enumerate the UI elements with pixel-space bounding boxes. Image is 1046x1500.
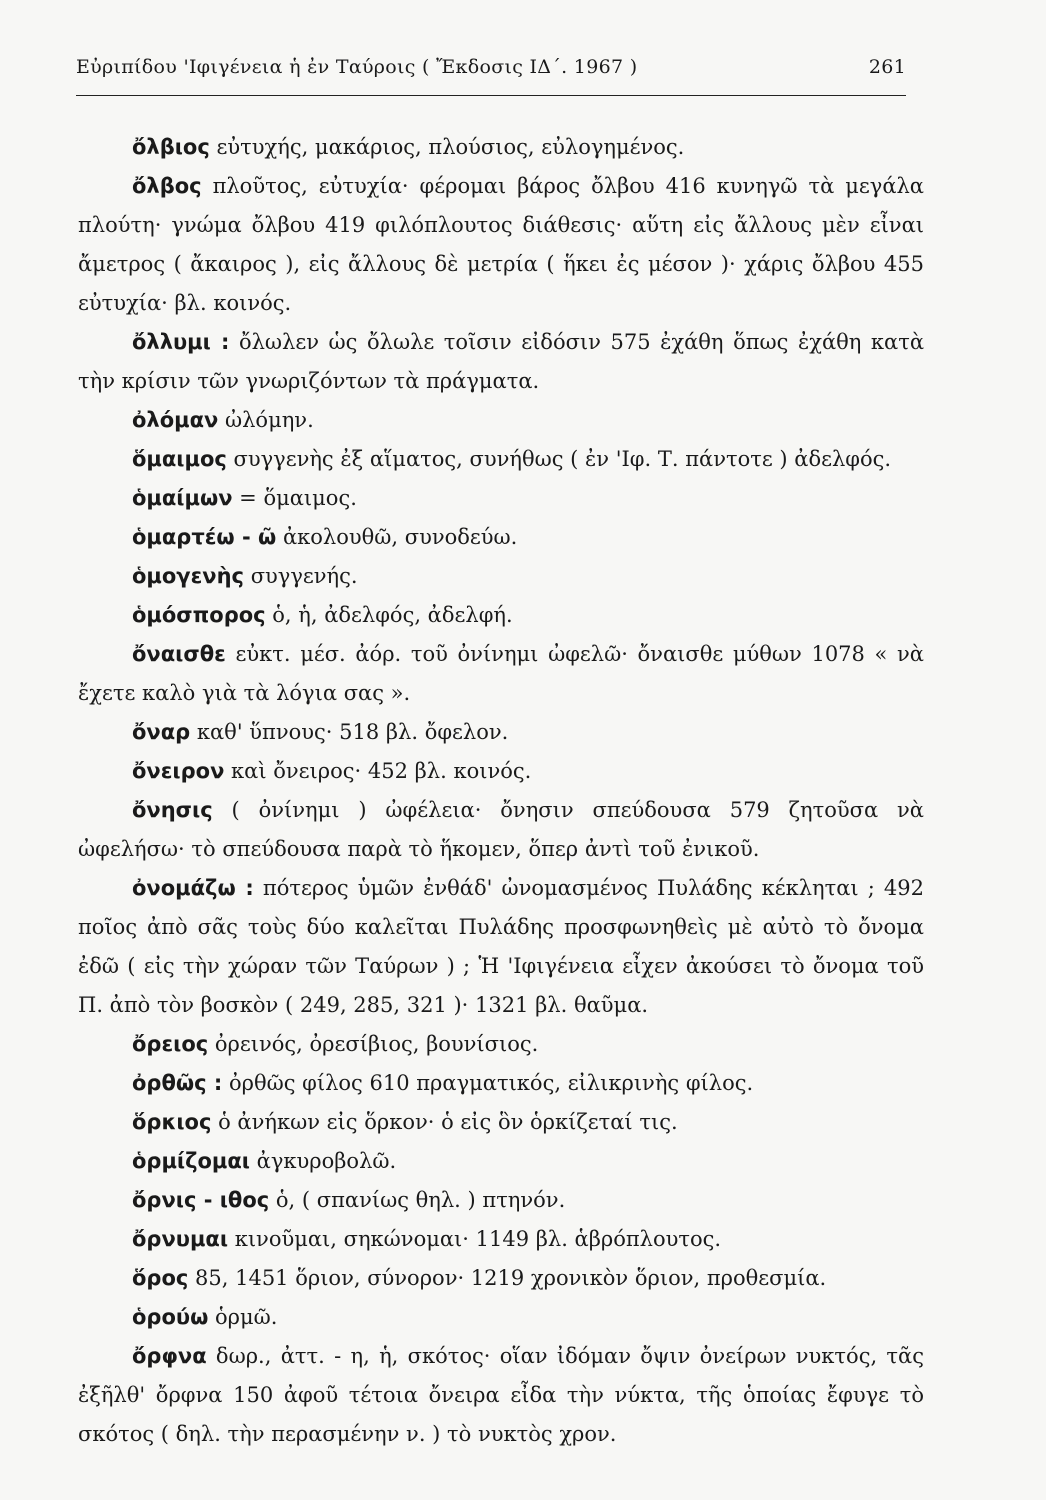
dictionary-entry <box>78 791 924 869</box>
dictionary-entry <box>78 1337 924 1454</box>
entry-lemma: ὄνειρον <box>132 759 225 783</box>
header-rule <box>76 95 906 96</box>
entry-list <box>78 128 924 1454</box>
dictionary-entry <box>78 1181 924 1220</box>
dictionary-entry <box>78 1025 924 1064</box>
entry-lemma: ὀνομάζω : <box>132 876 254 900</box>
dictionary-entry <box>78 1142 924 1181</box>
entry-definition: πότερος ὑμῶν ἐνθάδ' ὠνομασμένος Πυλάδης κέκληται ; 492 ποῖος ἀπὸ σᾶς τοὺς δύο καλεῖται Πυλάδης προσφωνηθεὶς μὲ αὐτὸ τὸ ὄνομα ἐδῶ ( εἰς τὴν χώραν τῶν Ταύρων ) ; Ἡ 'Ιφιγένεια εἶχεν ἀκούσει τὸ ὄνομα τοῦ Π. ἀπὸ τὸν βοσκὸν ( 249, 285, 321 )· 1321 βλ. θαῦμα. <box>78 876 924 1017</box>
dictionary-entry <box>78 518 924 557</box>
dictionary-entry <box>78 713 924 752</box>
dictionary-entry <box>78 128 924 167</box>
entry-definition: καθ' ὕπνους· 518 βλ. ὄφελον. <box>190 720 509 744</box>
entry-definition: κινοῦμαι, σηκώνομαι· 1149 βλ. ἁβρόπλουτος. <box>228 1227 722 1251</box>
dictionary-entry <box>78 440 924 479</box>
dictionary-entry <box>78 635 924 713</box>
entry-lemma: ὁρμίζομαι <box>132 1149 250 1173</box>
entry-definition: 85, 1451 ὅριον, σύνορον· 1219 χρονικὸν ὅριον, προθεσμία. <box>188 1266 827 1290</box>
entry-lemma: ὅμαιμος <box>132 447 227 471</box>
entry-definition: = ὅμαιμος. <box>232 486 357 510</box>
entry-definition: εὐτυχής, μακάριος, πλούσιος, εὐλογημένος. <box>209 135 685 159</box>
entry-definition: ὁρμῶ. <box>208 1305 278 1329</box>
running-header <box>76 56 906 78</box>
dictionary-entry <box>78 869 924 1025</box>
entry-definition: πλοῦτος, εὐτυχία· φέρομαι βάρος ὄλβου 416 κυνηγῶ τὰ μεγάλα πλούτη· γνώμα ὄλβου 419 φιλόπλουτος διάθεσις· αὕτη εἰς ἄλλους μὲν εἶναι ἄμετρος ( ἄκαιρος ), εἰς ἄλλους δὲ μετρία ( ἥκει ἐς μέσον )· χάρις ὄλβου 455 εὐτυχία· βλ. κοινός. <box>78 174 924 315</box>
entry-lemma: ὀλόμαν <box>132 408 219 432</box>
dictionary-entry <box>78 167 924 323</box>
dictionary-entry <box>78 1220 924 1259</box>
entry-lemma: ὁμαρτέω - ῶ <box>132 525 277 549</box>
entry-lemma: ὄλβος <box>132 174 202 198</box>
entry-definition: ὁ, ( σπανίως θηλ. ) πτηνόν. <box>269 1188 566 1212</box>
entry-definition: ( ὀνίνημι ) ὠφέλεια· ὄνησιν σπεύδουσα 579 ζητοῦσα νὰ ὠφελήσω· τὸ σπεύδουσα παρὰ τὸ ἥκομεν, ὅπερ ἀντὶ τοῦ ἐνικοῦ. <box>78 798 924 861</box>
entry-definition: ὁ ἀνήκων εἰς ὅρκον· ὁ εἰς ὃν ὁρκίζεταί τις. <box>211 1110 678 1134</box>
dictionary-entry <box>78 1064 924 1103</box>
dictionary-entry <box>78 1259 924 1298</box>
entry-lemma: ὅρος <box>132 1266 189 1290</box>
entry-lemma: ὄνησις <box>132 798 213 822</box>
dictionary-entry <box>78 323 924 401</box>
entry-lemma: ὄναρ <box>132 720 191 744</box>
entry-definition: ὀρεινός, ὀρεσίβιος, βουνίσιος. <box>208 1032 539 1056</box>
dictionary-entry <box>78 557 924 596</box>
dictionary-entry <box>78 1103 924 1142</box>
entry-lemma: ὄρφνα <box>132 1344 207 1368</box>
entry-definition: ὁ, ἡ, ἀδελφός, ἀδελφή. <box>265 603 513 627</box>
page-number: 261 <box>868 56 906 78</box>
entry-definition: ὀρθῶς φίλος 610 πραγματικός, εἰλικρινὴς φίλος. <box>222 1071 754 1095</box>
entry-lemma: ὄρνυμαι <box>132 1227 229 1251</box>
dictionary-entry <box>78 596 924 635</box>
entry-lemma: ὀρθῶς : <box>132 1071 223 1095</box>
dictionary-entry <box>78 479 924 518</box>
entry-lemma: ὁμογενὴς <box>132 564 245 588</box>
entry-lemma: ὁμόσπορος <box>132 603 266 627</box>
entry-lemma: ὄρειος <box>132 1032 209 1056</box>
entry-definition: συγγενής. <box>244 564 358 588</box>
entry-definition: συγγενὴς ἐξ αἵματος, συνήθως ( ἐν 'Ιφ. Τ. πάντοτε ) ἀδελφός. <box>226 447 892 471</box>
entry-lemma: ὄλλυμι : <box>132 330 230 354</box>
entry-definition: εὐκτ. μέσ. ἀόρ. τοῦ ὀνίνημι ὠφελῶ· ὄναισθε μύθων 1078 « νὰ ἔχετε καλὸ γιὰ τὰ λόγια σας ». <box>78 642 924 705</box>
entry-lemma: ὄρνις - ιθος <box>132 1188 270 1212</box>
entry-lemma: ὁρούω <box>132 1305 209 1329</box>
entry-definition: ὠλόμην. <box>218 408 314 432</box>
entry-lemma: ὄναισθε <box>132 642 226 666</box>
dictionary-entry <box>78 1298 924 1337</box>
running-title: Εὐριπίδου 'Ιφιγένεια ἡ ἐν Ταύροις ( Ἔκδοσις ΙΔ΄. 1967 ) <box>76 56 638 78</box>
entry-lemma: ὄλβιος <box>132 135 210 159</box>
entry-definition: ἀκολουθῶ, συνοδεύω. <box>276 525 518 549</box>
entry-definition: καὶ ὄνειρος· 452 βλ. κοινός. <box>224 759 532 783</box>
entry-definition: ὄλωλεν ὡς ὄλωλε τοῖσιν εἰδόσιν 575 ἐχάθη ὅπως ἐχάθη κατὰ τὴν κρίσιν τῶν γνωριζόντων τὰ πράγματα. <box>78 330 925 393</box>
entry-lemma: ὅρκιος <box>132 1110 212 1134</box>
dictionary-entry <box>78 752 924 791</box>
entry-definition: δωρ., ἀττ. - η, ἡ, σκότος· οἵαν ἰδόμαν ὄψιν ὀνείρων νυκτός, τᾶς ἐξῆλθ' ὄρφνα 150 ἀφοῦ τέτοια ὄνειρα εἶδα τὴν νύκτα, τῆς ὁποίας ἔφυγε τὸ σκότος ( δηλ. τὴν περασμένην ν. ) τὸ νυκτὸς χρον. <box>78 1344 924 1446</box>
dictionary-entry <box>78 401 924 440</box>
entry-lemma: ὁμαίμων <box>132 486 233 510</box>
entry-definition: ἀγκυροβολῶ. <box>250 1149 397 1173</box>
